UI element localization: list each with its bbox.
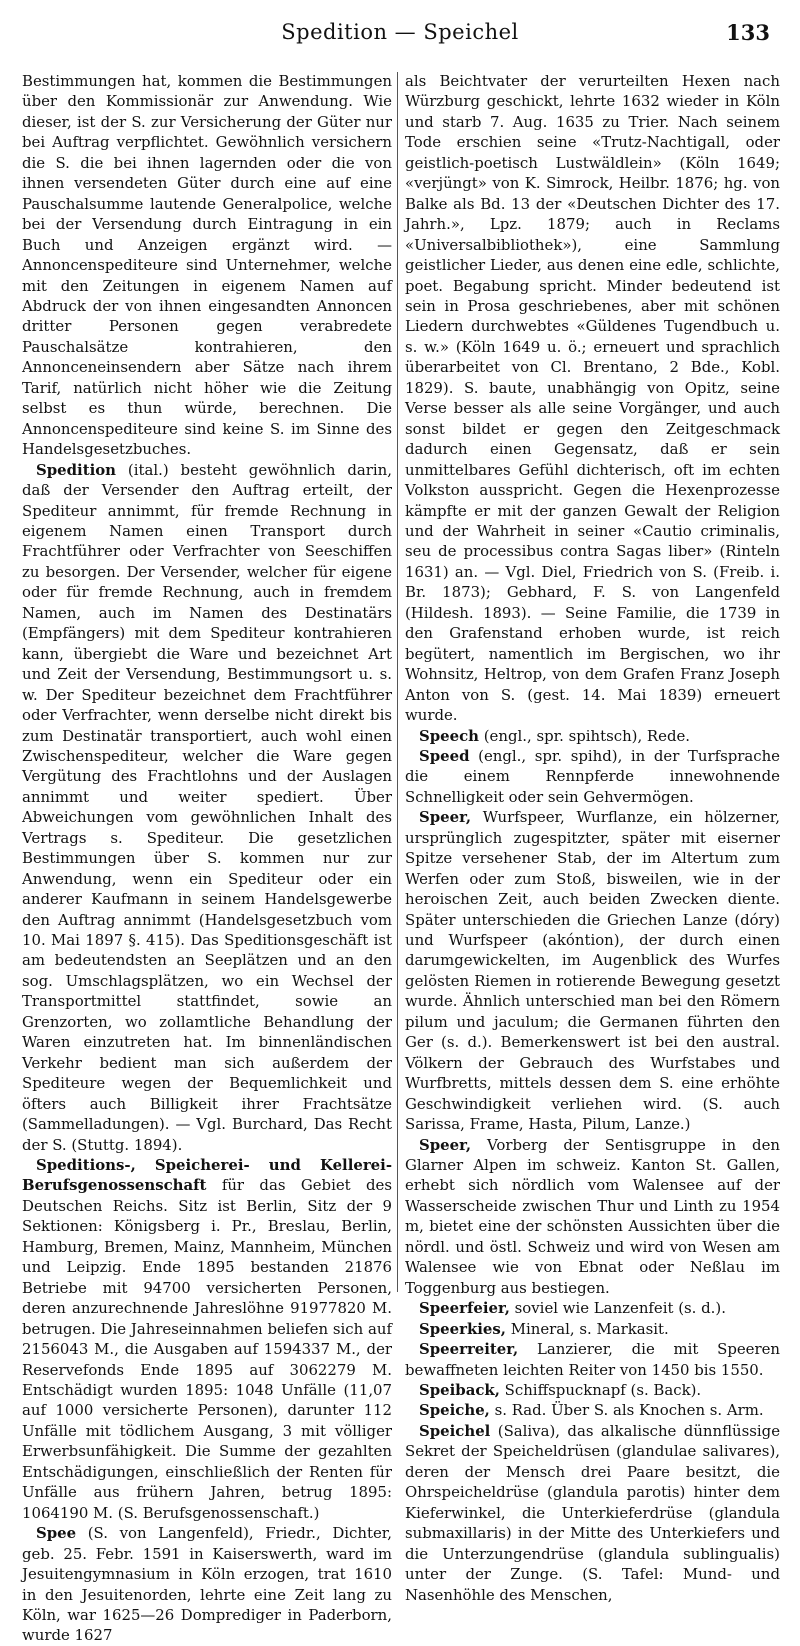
entry-speichel bbox=[405, 1421, 780, 1605]
entry-text: (S. von Langenfeld), Friedr., Dichter, geb. 25. Febr. 1591 in Kaiserswerth, ward im Jesuitengymnasium in Köln erzogen, trat 1610 in den Jesuitenorden, lehrte eine Zeit lang zu Köln, war 1625—26 Domprediger in Paderborn, wurde 1627 bbox=[22, 1524, 392, 1645]
entry-text: Mineral, s. Markasit. bbox=[510, 1319, 669, 1338]
entry-speer bbox=[405, 807, 780, 1134]
headword: Speer, bbox=[419, 1135, 472, 1154]
entry-text: (Saliva), das alkalische dünnflüssige Sekret der Speicheldrüsen (glandulae salivares), deren der Mensch drei Paare besitzt, die Ohrspeicheldrüse (glandula parotis) hinter dem Kieferwinkel, die Unterkieferdrüse (glandula submaxillaris) in der Mitte des Unterkiefers und die Unterzungendrüse (glandula sublingualis) unter der Zunge. (S. Tafel: Mund- und Nasenhöhle des Menschen, bbox=[405, 1421, 781, 1604]
entry-spee bbox=[22, 1523, 392, 1646]
entry-speer-mountain bbox=[405, 1135, 780, 1299]
entry-speech bbox=[405, 726, 780, 746]
entry-text: Wurfspeer, Wurflanze, ein hölzerner, ursprünglich zugespitzter, später mit eiserner Spitze versehener Stab, der im Altertum zum Werfen oder zum Stoß, bisweilen, wie in der heroischen Zeit, auch beiden Zwecken diente. Später unterschieden die Griechen Lanze (dóry) und Wurfspeer (akóntion), der durch einen darumgewickelten, im Augenblick des Wurfes gelösten Riemen in rotierende Bewegung gesetzt wurde. Ähnlich unterschied man bei den Römern pilum und jaculum; die Germanen führten den Ger (s. d.). Bemerkenswert ist bei den austral. Völkern der Gebrauch des Wurfstabes und Wurfbretts, mittels dessen dem S. eine erhöhte Geschwindigkeit verliehen wird. (S. auch Sarissa, Frame, Hasta, Pilum, Lanze.) bbox=[405, 808, 780, 1134]
headword: Speer, bbox=[419, 808, 472, 827]
entry-speiback bbox=[405, 1380, 780, 1400]
page-header bbox=[0, 20, 800, 60]
headword: Speiback, bbox=[419, 1381, 500, 1399]
entry-text: für das Gebiet des Deutschen Reichs. Sitz ist Berlin, Sitz der 9 Sektionen: Königsberg i. Pr., Breslau, Berlin, Hamburg, Bremen, Mainz, Mannheim, München und Leipzig. Ende 1895 bestanden 21876 Betriebe mit 94700 versicherten Personen, deren anzurechnende Jahreslöhne 91977820 M. betrugen. Die Jahreseinnahmen beliefen sich auf 2156043 M., die Ausgaben auf 1594337 M., der Reservefonds Ende 1895 auf 3062279 M. Entschädigt wurden 1895: 1048 Unfälle (11,07 auf 1000 versicherte Personen), darunter 112 Unfälle mit tödlichem Ausgang, 3 mit völliger Erwerbsunfähigkeit. Die Summe der gezahlten Entschädigungen, einschließlich der Renten für Unfälle aus frühern Jahren, betrug 1895: 1064190 M. (S. Berufsgenossenschaft.) bbox=[22, 1176, 392, 1522]
entry-text: Lanzierer, die mit Speeren bewaffneten leichten Reiter von 1450 bis 1550. bbox=[405, 1340, 780, 1379]
headword: Speiche, bbox=[419, 1401, 490, 1420]
entry-speed bbox=[405, 746, 780, 807]
entry-speiche bbox=[405, 1400, 780, 1420]
entry-text: Vorberg der Sentisgruppe in den Glarner Alpen im schweiz. Kanton St. Gallen, erhebt sich nördlich vom Walensee auf der Wasserscheide zwischen Thur und Linth zu 1954 m, bietet eine der schönsten Aussichten über die nördl. und östl. Schweiz und wird von Wesen am Walensee wie von Ebnat oder Neßlau im Toggenburg aus bestiegen. bbox=[405, 1135, 780, 1297]
entry-text: (ital.) besteht gewöhnlich darin, daß der Versender den Auftrag erteilt, der Spediteur annimmt, für fremde Rechnung in eigenem Namen einen Transport durch Frachtführer oder Verfrachter von Seeschiffen zu besorgen. Der Versender, welcher für eigene oder für fremde Rechnung, auch in fremdem Namen, auch im Namen des Destinatärs (Empfängers) mit dem Spediteur kontrahieren kann, übergiebt die Ware und bezeichnet Art und Zeit der Versendung, Bestimmungsort u. s. w. Der Spediteur bezeichnet dem Frachtführer oder Verfrachter, wenn derselbe nicht direkt bis zum Destinatär transportiert, auch wohl einen Zwischenspediteur, welcher die Ware gegen Vergütung des Frachtlohns und der Auslagen annimmt und weiter spediert. Über Abweichungen vom gewöhnlichen Inhalt des Vertrags s. Spediteur. Die gesetzlichen Bestimmungen über S. kommen nur zur Anwendung, wenn ein Spediteur oder ein anderer Kaufmann in seinem Handelsgewerbe den Auftrag annimmt (Handelsgesetzbuch vom 10. Mai 1897 §. 415). Das Speditionsgeschäft ist am bedeutendsten an Seeplätzen und an den sog. Umschlagsplätzen, wo ein Wechsel der Transportmittel stattfindet, sowie an Grenzorten, wo zollamtliche Behandlung der Waren einzutreten hat. Im binnenländischen Verkehr bedient man sich außerdem der Spediteure wegen der Bequemlichkeit und öfters auch Billigkeit ihrer Frachtsätze (Sammelladungen). — Vgl. Burchard, Das Recht der S. (Stuttg. 1894). bbox=[22, 460, 393, 1154]
headword: Speerreiter, bbox=[419, 1340, 519, 1359]
entry-continuation: als Beichtvater der verurteilten Hexen nach Würzburg geschickt, lehrte 1632 wieder in Köln und starb 7. Aug. 1635 zu Trier. Nach seinem Tode erschien seine «Trutz-Nachtigall, oder geistlich-poetisch Lustwäldlein» (Köln 1649; «verjüngt» von K. Simrock, Heilbr. 1876; hg. von Balke als Bd. 13 der «Deutschen Dichter des 17. Jahrh.», Lpz. 1879; auch in Reclams «Universalbibliothek»), eine Sammlung geistlicher Lieder, aus denen eine edle, schlichte, poet. Begabung spricht. Minder bedeutend ist sein in Prosa geschriebenes, aber mit schönen Liedern durchwebtes «Güldenes Tugendbuch u. s. w.» (Köln 1649 u. ö.; erneuert und sprachlich überarbeitet von Cl. Brentano, 2 Bde., Kobl. 1829). S. baute, unabhängig von Opitz, seine Verse besser als alle seine Vorgänger, und auch sonst bildet er gegen den Zeitgeschmack dadurch einen Gegensatz, daß er sein unmittelbares Gefühl dichterisch, oft im echten Volkston ausspricht. Gegen die Hexenprozesse kämpfte er mit der ganzen Gewalt der Religion und der Wahrheit in seiner «Cautio criminalis, seu de processibus contra Sagas liber» (Rinteln 1631) an. — Vgl. Diel, Friedrich von S. (Freib. i. Br. 1873); Gebhard, F. S. von Langenfeld (Hildesh. 1893). — Seine Familie, die 1739 in den Grafenstand erhoben wurde, ist reich begütert, namentlich im Bergischen, wo ihr Wohnsitz, Heltrop, von dem Grafen Franz Joseph Anton von S. (gest. 14. Mai 1839) erneuert wurde. bbox=[405, 72, 780, 725]
headword: Spee bbox=[36, 1524, 77, 1543]
entry-spedition bbox=[22, 460, 392, 1155]
entry-speerkies bbox=[405, 1319, 780, 1339]
headword: Speerkies, bbox=[419, 1319, 506, 1338]
column-divider bbox=[397, 72, 398, 1292]
entry-text: (engl., spr. spihd), in der Turfsprache die einem Rennpferde innewohnende Schnelligkeit oder sein Gehvermögen. bbox=[405, 746, 780, 806]
page-number: 133 bbox=[726, 20, 770, 45]
headword: Spedition bbox=[36, 460, 117, 479]
entry-speditions-bg bbox=[22, 1155, 392, 1523]
entry-speerfeier bbox=[405, 1298, 780, 1318]
entry-text: s. Rad. Über S. als Knochen s. Arm. bbox=[494, 1401, 764, 1420]
entry-text: soviel wie Lanzenfeit (s. d.). bbox=[514, 1299, 726, 1318]
entry-text: Schiffspucknapf (s. Back). bbox=[504, 1381, 702, 1399]
entry-text: (engl., spr. spihtsch), Rede. bbox=[483, 726, 691, 745]
headword: Speichel bbox=[419, 1421, 491, 1440]
headword: Speed bbox=[419, 746, 470, 765]
entry-continuation: Bestimmungen hat, kommen die Bestimmungen über den Kommissionär zur Anwendung. Wie dieser, ist der S. zur Versicherung der Güter nur bei Auftrag verpflichtet. Gewöhnlich versichern die S. die bei ihnen lagernden oder die von ihnen versendeten Güter durch eine auf eine Pauschalsumme lautende Generalpolice, welche bei der Versendung durch Eintragung in ein Buch und Anzeigen ergänzt wird. — Annoncenspediteure sind Unternehmer, welche mit den Zeitungen in eigenem Namen auf Abdruck der von ihnen eingesandten Annoncen dritter Personen gegen verabredete Pauschalsätze kontrahieren, den Annonceneinsendern aber Sätze nach ihrem Tarif, natürlich nicht höher wie die Zeitung selbst es thun würde, berechnen. Die Annoncenspediteure sind keine S. im Sinne des Handelsgesetzbuches. bbox=[22, 72, 392, 459]
entry-speerreiter bbox=[405, 1339, 780, 1380]
headword: Speech bbox=[419, 726, 480, 745]
headword: Speditions-, Speicherei- und Kellerei-Berufsgenossenschaft bbox=[22, 1156, 392, 1195]
right-column bbox=[405, 71, 781, 1604]
left-column bbox=[22, 71, 393, 1645]
running-title: Spedition — Speichel bbox=[281, 20, 519, 44]
headword: Speerfeier, bbox=[419, 1299, 510, 1318]
